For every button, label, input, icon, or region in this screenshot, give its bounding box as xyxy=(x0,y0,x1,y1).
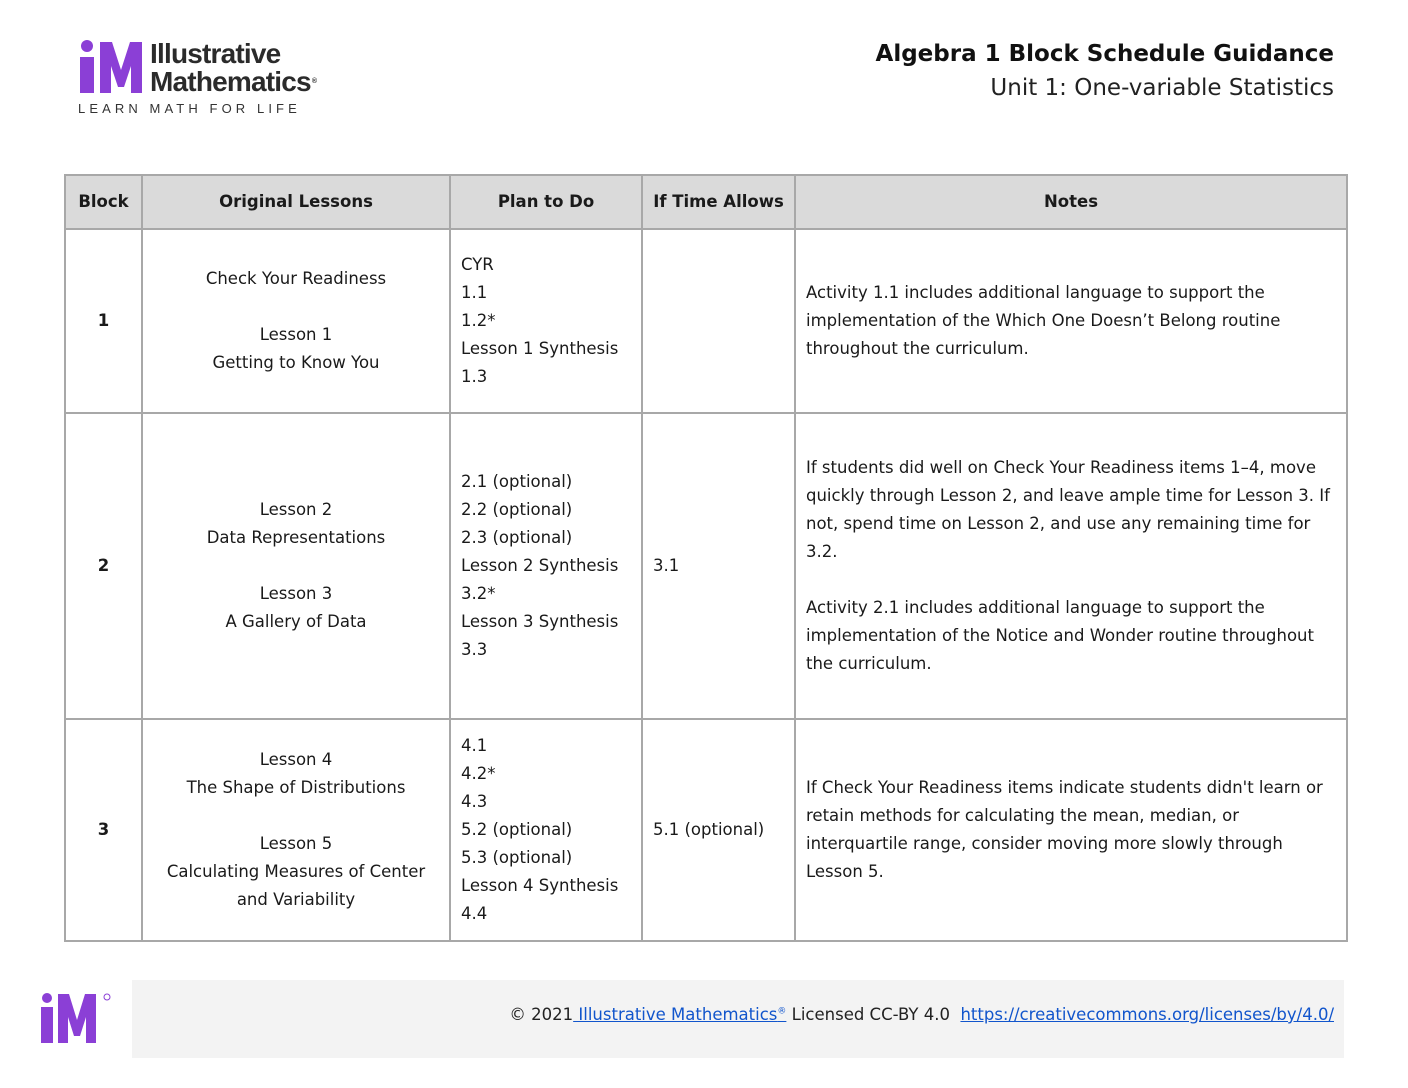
plan-item: 3.3 xyxy=(461,640,488,659)
copyright-text: © 2021 xyxy=(509,1005,574,1024)
note-paragraph: If students did well on Check Your Readiness items 1–4, move quickly through Lesson 2, and leave ample time for Lesson 3. If not, spend time on Lesson 2, and use any remaining time for 3.2. xyxy=(806,458,1330,561)
original-lesson-line: Lesson 1 xyxy=(259,325,333,344)
plan-item: 4.1 xyxy=(461,736,488,755)
plan-item: 4.3 xyxy=(461,792,488,811)
if-time-allows-cell: 5.1 (optional) xyxy=(642,719,795,941)
col-header-block: Block xyxy=(65,175,142,229)
illustrative-mathematics-logo xyxy=(78,40,338,120)
col-header-notes: Notes xyxy=(795,175,1347,229)
original-lesson-line: Lesson 2 xyxy=(259,500,333,519)
footer-bar xyxy=(132,980,1344,1058)
blank-line xyxy=(153,293,439,321)
blank-line xyxy=(153,802,439,830)
plan-item: 1.3 xyxy=(461,367,488,386)
license-url-link[interactable]: https://creativecommons.org/licenses/by/4.0/ xyxy=(960,1005,1334,1024)
plan-item: 2.1 (optional) xyxy=(461,472,573,491)
plan-item: 4.4 xyxy=(461,904,488,923)
note-paragraph: If Check Your Readiness items indicate students didn't learn or retain methods for calculating the mean, median, or interquartile range, consider moving more slowly through Lesson 5. xyxy=(806,778,1323,881)
illustrative-mathematics-link[interactable]: Illustrative Mathematics® xyxy=(573,1005,787,1024)
table-row xyxy=(65,719,1347,941)
logo-word-line1: Illustrative xyxy=(150,38,281,69)
plan-item: 3.2* xyxy=(461,584,496,603)
table-row xyxy=(65,413,1347,719)
table-header-row xyxy=(65,175,1347,229)
if-time-allows-cell: 3.1 xyxy=(642,413,795,719)
original-lesson-line: The Shape of Distributions xyxy=(186,778,406,797)
col-header-if-time-allows: If Time Allows xyxy=(642,175,795,229)
original-lesson-line: Calculating Measures of Center xyxy=(166,862,426,881)
block-number: 2 xyxy=(65,413,142,719)
blank-line xyxy=(806,566,1334,594)
note-paragraph: Activity 1.1 includes additional language to support the implementation of the Which One Doesn’t Belong routine throughout the curriculum. xyxy=(806,283,1281,358)
original-lesson-line: Check Your Readiness xyxy=(205,269,387,288)
original-lesson-line: Data Representations xyxy=(206,528,386,547)
original-lesson-line: Lesson 3 xyxy=(259,584,333,603)
block-schedule-table xyxy=(64,174,1348,942)
col-header-original-lessons: Original Lessons xyxy=(142,175,450,229)
plan-item: Lesson 3 Synthesis xyxy=(461,612,619,631)
document-title-block xyxy=(876,38,1334,106)
notes-cell xyxy=(795,719,1347,941)
license-text: Licensed CC-BY 4.0 xyxy=(786,1005,961,1024)
original-lesson-line: Getting to Know You xyxy=(212,353,380,372)
plan-to-do-cell xyxy=(450,413,642,719)
original-lessons-cell xyxy=(142,229,450,413)
logo-word-line2: Mathematics® xyxy=(150,66,317,97)
plan-item: 4.2* xyxy=(461,764,496,783)
col-header-plan-to-do: Plan to Do xyxy=(450,175,642,229)
plan-item: 2.3 (optional) xyxy=(461,528,573,547)
plan-item: 1.2* xyxy=(461,311,496,330)
plan-item: Lesson 4 Synthesis xyxy=(461,876,619,895)
block-number: 1 xyxy=(65,229,142,413)
footer-license-text xyxy=(509,1005,1334,1024)
block-number: 3 xyxy=(65,719,142,941)
plan-item: 5.2 (optional) xyxy=(461,820,573,839)
plan-to-do-cell xyxy=(450,719,642,941)
table-row xyxy=(65,229,1347,413)
im-footer-logo-icon xyxy=(40,993,112,1045)
document-subtitle: Unit 1: One-variable Statistics xyxy=(990,75,1334,101)
plan-item: Lesson 1 Synthesis xyxy=(461,339,619,358)
plan-item: Lesson 2 Synthesis xyxy=(461,556,619,575)
if-time-allows-cell xyxy=(642,229,795,413)
original-lesson-line: Lesson 5 xyxy=(259,834,333,853)
plan-item: 2.2 (optional) xyxy=(461,500,573,519)
original-lesson-line: and Variability xyxy=(236,890,356,909)
original-lessons-cell xyxy=(142,719,450,941)
logo-wordmark xyxy=(150,40,317,96)
plan-to-do-cell xyxy=(450,229,642,413)
plan-item: 5.3 (optional) xyxy=(461,848,573,867)
original-lesson-line: Lesson 4 xyxy=(259,750,333,769)
plan-item: CYR xyxy=(461,255,494,274)
logo-tagline: LEARN MATH FOR LIFE xyxy=(78,101,301,116)
blank-line xyxy=(153,552,439,580)
notes-cell xyxy=(795,229,1347,413)
plan-item: 1.1 xyxy=(461,283,488,302)
note-paragraph: Activity 2.1 includes additional language to support the implementation of the Notice and Wonder routine throughout the curriculum. xyxy=(806,598,1314,673)
original-lesson-line: A Gallery of Data xyxy=(225,612,367,631)
im-logo-mark-icon xyxy=(78,40,142,96)
document-title: Algebra 1 Block Schedule Guidance xyxy=(875,41,1334,67)
original-lessons-cell xyxy=(142,413,450,719)
notes-cell xyxy=(795,413,1347,719)
